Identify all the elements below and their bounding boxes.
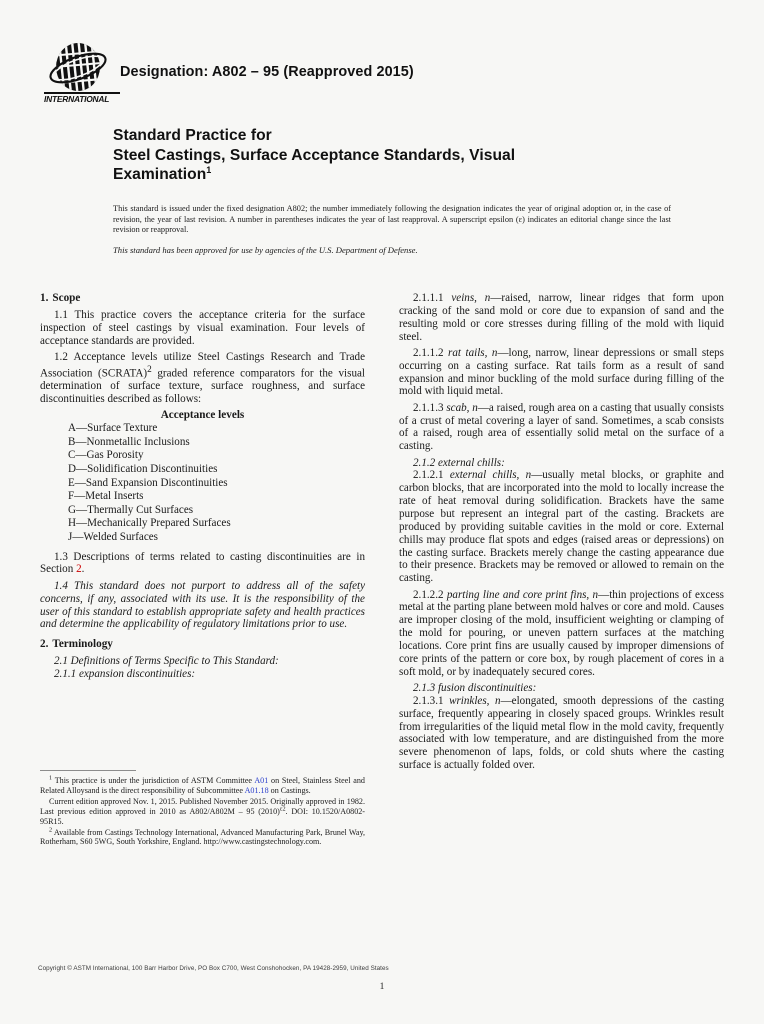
part-of-speech: n: [592, 588, 599, 601]
committee-link-a01[interactable]: A01: [254, 776, 269, 785]
footnote-2: [40, 825, 365, 848]
paragraph-2-1-1-3: [399, 402, 724, 453]
list-item: A—Surface Texture: [68, 422, 158, 435]
footnote-1: [40, 776, 365, 796]
defined-term: veins,: [451, 292, 477, 304]
acceptance-levels-title: Acceptance levels: [160, 409, 245, 422]
footnote-1-pre: This practice is under the jurisdiction of ASTM Committee: [52, 776, 255, 785]
section-heading-terminology: [40, 638, 365, 651]
clause-number: 2.1.1.2: [413, 346, 444, 359]
left-column: [40, 292, 365, 681]
document-title: [113, 126, 673, 185]
logo-wordmark: INTERNATIONAL: [44, 94, 110, 104]
list-item: E—Sand Expansion Discontinuities: [68, 476, 228, 489]
astm-logo: [44, 42, 122, 112]
title-line-3-text: Examination: [113, 166, 207, 183]
section-title-scope: Scope: [52, 292, 81, 304]
footnote-edition-post: . DOI: 10.1520/A0802-95R15.: [40, 806, 365, 826]
section-link-2[interactable]: 2: [76, 563, 82, 576]
paragraph-2-1-2-1: [399, 469, 724, 585]
list-item: B—Nonmetallic Inclusions: [68, 435, 190, 448]
list-item: C—Gas Porosity: [68, 449, 144, 462]
paragraph-1-3-pre: 1.3 Descriptions of terms related to casting discontinuities are in Section: [40, 550, 365, 576]
title-line-2: Steel Castings, Surface Acceptance Standards, Visual: [113, 146, 516, 164]
clause-number: 2.1.3.1: [413, 694, 444, 707]
paragraph-1-2-footnote-marker: 2: [147, 364, 152, 375]
paragraph-2-1-1-1: [399, 292, 724, 343]
paragraph-2-1: 2.1 Definitions of Terms Specific to This Standard:: [54, 655, 279, 668]
definition-body: —a raised, rough area on a casting that usually consists of a crust of metal covering a layer of sand. Sometimes, a scab consists of a raised, rough area of essentially solid metal on the surface of a casting.: [399, 401, 724, 453]
preamble-block: [113, 204, 671, 264]
paragraph-2-1-1: 2.1.1 expansion discontinuities:: [54, 667, 196, 680]
paragraph-1-1: 1.1 This practice covers the acceptance criteria for the surface inspection of steel castings by visual examination. Four levels of acceptance standards are provided.: [40, 308, 365, 347]
copyright-notice: Copyright © ASTM International, 100 Barr Harbor Drive, PO Box C700, West Conshohocken, PA 19428-2959, United States: [38, 965, 389, 972]
paragraph-2-1-2-2: [399, 589, 724, 679]
definition-body: —elongated, smooth depressions of the casting surface, frequently appearing in closely spaced groups. Wrinkles result from irregularities of the liquid metal flow in the mold cavity, frequently associated with low temperature, and are distinguished from the more severe phenomenon of laps, folds, or cold shuts where the casting surface is actually folded over.: [399, 694, 724, 772]
clause-number: 2.1.1.1: [413, 292, 444, 304]
part-of-speech: n: [525, 469, 532, 482]
footnote-2-text: Available from Castings Technology International, Advanced Manufacturing Park, Brunel Way, Rotherham, S60 5WG, South Yorkshire, England. http://www.castingstechnology.com.: [40, 827, 365, 847]
list-item: H—Mechanically Prepared Surfaces: [68, 517, 231, 530]
defined-term: parting line and core print fins,: [446, 588, 590, 601]
designation-label: Designation: A802 – 95 (Reapproved 2015): [120, 64, 414, 80]
part-of-speech: n: [491, 346, 498, 359]
part-of-speech: n: [495, 694, 501, 707]
part-of-speech: n: [472, 401, 478, 414]
section-number-1: 1.: [40, 292, 49, 304]
paragraph-1-2: [40, 351, 365, 406]
clause-number: 2.1.2.1: [413, 469, 444, 482]
list-item: D—Solidification Discontinuities: [68, 463, 218, 476]
paragraph-2-1-3: 2.1.3 fusion discontinuities:: [413, 681, 537, 694]
document-header: [44, 42, 724, 114]
defined-term: external chills,: [449, 469, 520, 482]
footnote-1-post: on Castings.: [268, 785, 311, 795]
footnote-divider: [40, 770, 136, 771]
footnote-1-mid: on Steel, Stainless Steel and Related Alloysand is the direct responsibility of Subcommittee: [40, 776, 365, 795]
footnotes-block: [40, 770, 365, 848]
footnote-2-marker: 2: [49, 825, 53, 833]
page-number: 1: [379, 982, 385, 992]
definition-body: —thin projections of excess metal at the parting plane between mold halves or core and mold. Causes are improper closing of the mold, insufficient weighting or clamping of the mold for pouring, or uneven pattern surfaces at the matching locations. Core print fins are usually caused by improper dimensions of core prints of the pattern or core box, by rough placement of cores in a soft mold, or by inadequately secured cores.: [399, 588, 724, 678]
list-item: G—Thermally Cut Surfaces: [68, 503, 194, 516]
clause-number: 2.1.2.2: [413, 588, 444, 601]
paragraph-1-3: [40, 551, 365, 577]
clause-number: 2.1.1.3: [413, 401, 444, 414]
preamble-dod-text: This standard has been approved for use by agencies of the U.S. Department of Defense.: [113, 244, 418, 255]
definition-body: —usually metal blocks, or graphite and carbon blocks, that are incorporated into the mold to locally increase the rate of heat removal during solidification. Brackets have the same purpose but represent an integral part of the casting. Brackets are produced by providing suitable cavities in the mold or core. External chills may produce flat spots and edges (raised areas or depressions) on the casting surface. Brackets merely change the casting appearance due to their presence. Brackets may be removed or allowed to remain on the casting.: [399, 469, 724, 585]
title-line-3: [113, 165, 673, 185]
section-heading-scope: [40, 292, 365, 305]
astm-logo-mark-icon: [48, 42, 110, 94]
footnote-edition-epsilon: ε2: [279, 805, 286, 813]
defined-term: rat tails,: [448, 346, 488, 359]
definition-body: —raised, narrow, linear ridges that form upon cracking of the sand mold or core due to expansion of sand and the resulting mold or core stresses during filling of the mold with liquid steel.: [399, 292, 724, 343]
footnote-1-marker: 1: [49, 774, 53, 782]
paragraph-1-4: 1.4 This standard does not purport to address all of the safety concerns, if any, associated with its use. It is the responsibility of the user of this standard to establish appropriate safety and health practices and determine the applicability of regulatory limitations prior to use.: [40, 579, 365, 631]
paragraph-2-1-2: 2.1.2 external chills:: [413, 456, 505, 469]
section-number-2: 2.: [40, 638, 49, 651]
paragraph-1-3-post: .: [81, 563, 85, 576]
paragraph-2-1-3-1: [399, 695, 724, 772]
list-item: J—Welded Surfaces: [68, 531, 158, 544]
defined-term: scab,: [446, 401, 470, 414]
paragraph-2-1-1-2: [399, 347, 724, 398]
title-footnote-marker: 1: [206, 164, 212, 175]
part-of-speech: n: [484, 292, 491, 304]
subcommittee-link-a0118[interactable]: A01.18: [244, 785, 269, 795]
paragraph-1-2-post: graded reference comparators for the visual determination of surface texture, surface roughness, and surface discontinuities described as follows:: [40, 367, 365, 406]
footnote-edition-pre: Current edition approved Nov. 1, 2015. Published November 2015. Originally approved in 1982. Last previous edition approved in 2010 as A802/A802M – 95 (2010): [40, 796, 365, 816]
defined-term: wrinkles,: [449, 694, 490, 707]
acceptance-levels-list: [40, 422, 365, 544]
right-column: [399, 292, 724, 775]
section-title-terminology: Terminology: [52, 638, 113, 651]
paragraph-1-2-pre: 1.2 Acceptance levels utilize Steel Castings Research and Trade Association (SCRATA): [40, 350, 365, 380]
definition-body: —long, narrow, linear depressions or small steps occurring on a casting surface. Rat tails form as a result of sand expansion and minor buckling of the mold surface during filling of the mold with liquid metal.: [399, 346, 725, 398]
list-item: F—Metal Inserts: [68, 490, 144, 503]
title-line-1: Standard Practice for: [113, 127, 272, 144]
footnote-edition: [40, 797, 365, 827]
preamble-issued-text: This standard is issued under the fixed designation A802; the number immediately following the designation indicates the year of original adoption or, in the case of revision, the year of last revision. A number in parentheses indicates the year of last reapproval. A superscript epsilon (ε) indicates an editorial change since the last revision or reapproval.: [113, 204, 671, 235]
